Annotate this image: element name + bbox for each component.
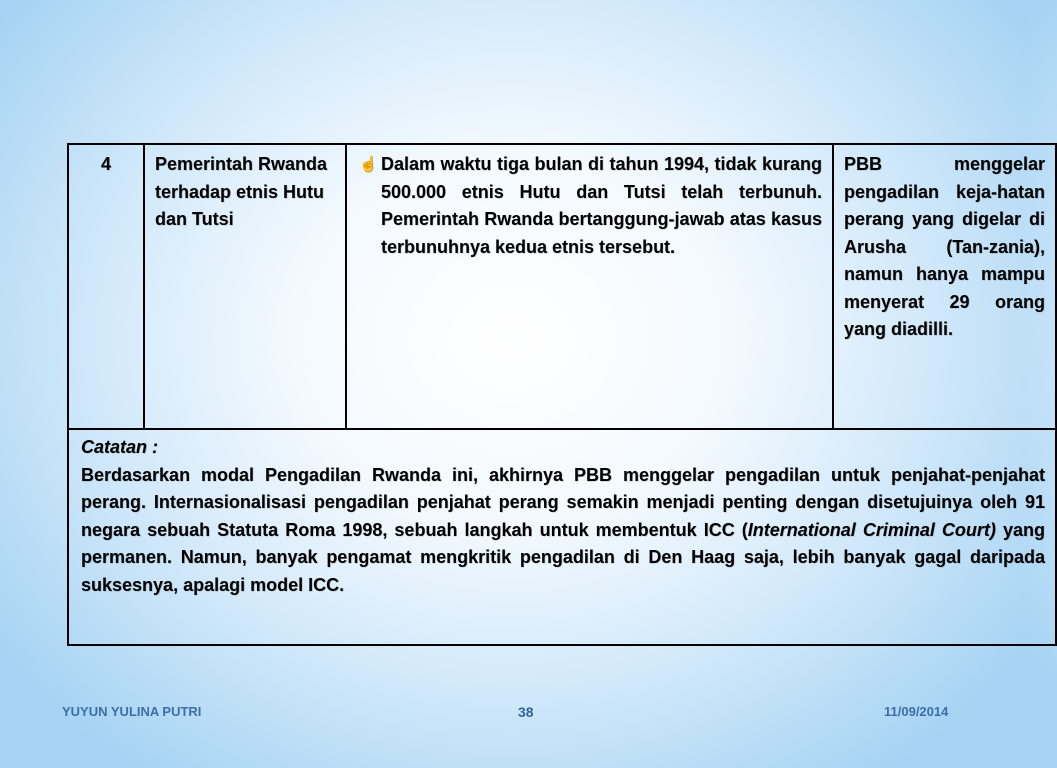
event-bullet (359, 151, 822, 261)
note-title: Catatan : (81, 437, 159, 457)
footer-page-number: 38 (518, 704, 534, 720)
pointing-hand-icon: ☝ (359, 156, 378, 173)
note-text-italic: International Criminal Court) (747, 519, 996, 540)
note-text (81, 462, 1045, 600)
row-subject: Pemerintah Rwanda terhadap etnis Hutu dan Tutsi (144, 144, 346, 429)
note-row (68, 429, 1056, 645)
content-table (67, 143, 1057, 646)
table-row (68, 144, 1056, 429)
row-number: 4 (68, 144, 144, 429)
row-event-text: Dalam waktu tiga bulan di tahun 1994, tidak kurang 500.000 etnis Hutu dan Tutsi telah terbunuh. Pemerintah Rwanda bertanggung-jawab atas kasus terbunuhnya kedua etnis tersebut. (381, 154, 822, 257)
footer-date: 11/09/2014 (884, 704, 949, 719)
note-text-before: Berdasarkan modal Pengadilan Rwanda ini, akhirnya PBB menggelar pengadilan untuk penjahat-penjahat perang. Internasionalisasi pengadilan penjahat perang semakin menjadi penting dengan disetujuinya oleh 91 negara sebuah Statuta Roma 1998, sebuah langkah untuk membentuk ICC ( (81, 464, 1045, 540)
row-event-cell (346, 144, 833, 429)
footer-author: YUYUN YULINA PUTRI (62, 704, 202, 719)
note-text-after: yang permanen. Namun, banyak pengamat mengkritik pengadilan di Den Haag saja, lebih banyak gagal daripada suksesnya, apalagi model ICC. (81, 519, 1045, 595)
note-cell (68, 429, 1056, 645)
row-result: PBB menggelar pengadilan keja-hatan perang yang digelar di Arusha (Tan-zania), namun hanya mampu menyerat 29 orang yang diadilli. (833, 144, 1056, 429)
